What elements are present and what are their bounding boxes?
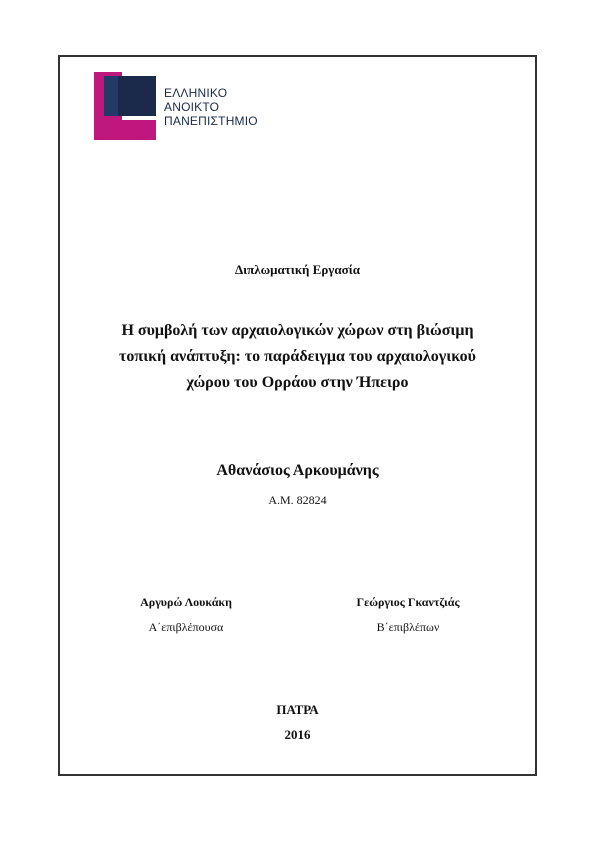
title-line-1: Η συμβολή των αρχαιολογικών χώρων στη βιώσιμη [121, 322, 474, 339]
thesis-type: Διπλωματική Εργασία [234, 262, 360, 277]
page-border [58, 55, 537, 776]
logo-line-3: ΠΑΝΕΠΙΣΤΗΜΙΟ [164, 114, 258, 128]
registration-number: Α.Μ. 82824 [268, 493, 327, 507]
supervisor-a [86, 595, 286, 635]
year: 2016 [284, 727, 311, 742]
title-line-2: τοπική ανάπτυξη: το παράδειγμα του αρχαιολογικού [119, 348, 476, 365]
supervisor-a-name: Αργυρώ Λουκάκη [140, 595, 232, 609]
university-logo-icon [94, 72, 156, 140]
author-name: Αθανάσιος Αρκουμάνης [216, 462, 379, 479]
supervisor-b-role: Β΄επιβλέπων [376, 620, 440, 634]
logo-line-1: ΕΛΛΗΝΙΚΟ [164, 86, 228, 100]
title-line-3: χώρου του Ορράου στην Ήπειρο [186, 374, 409, 391]
supervisor-b-name: Γεώργιος Γκαντζιάς [356, 595, 460, 609]
city: ΠΑΤΡΑ [276, 702, 319, 717]
logo-text [164, 86, 258, 128]
university-logo [94, 72, 294, 142]
thesis-title [58, 318, 537, 396]
supervisor-a-role: Α΄επιβλέπουσα [148, 620, 224, 634]
logo-line-2: ΑΝΟΙΚΤΟ [164, 100, 220, 114]
supervisor-b [308, 595, 508, 635]
